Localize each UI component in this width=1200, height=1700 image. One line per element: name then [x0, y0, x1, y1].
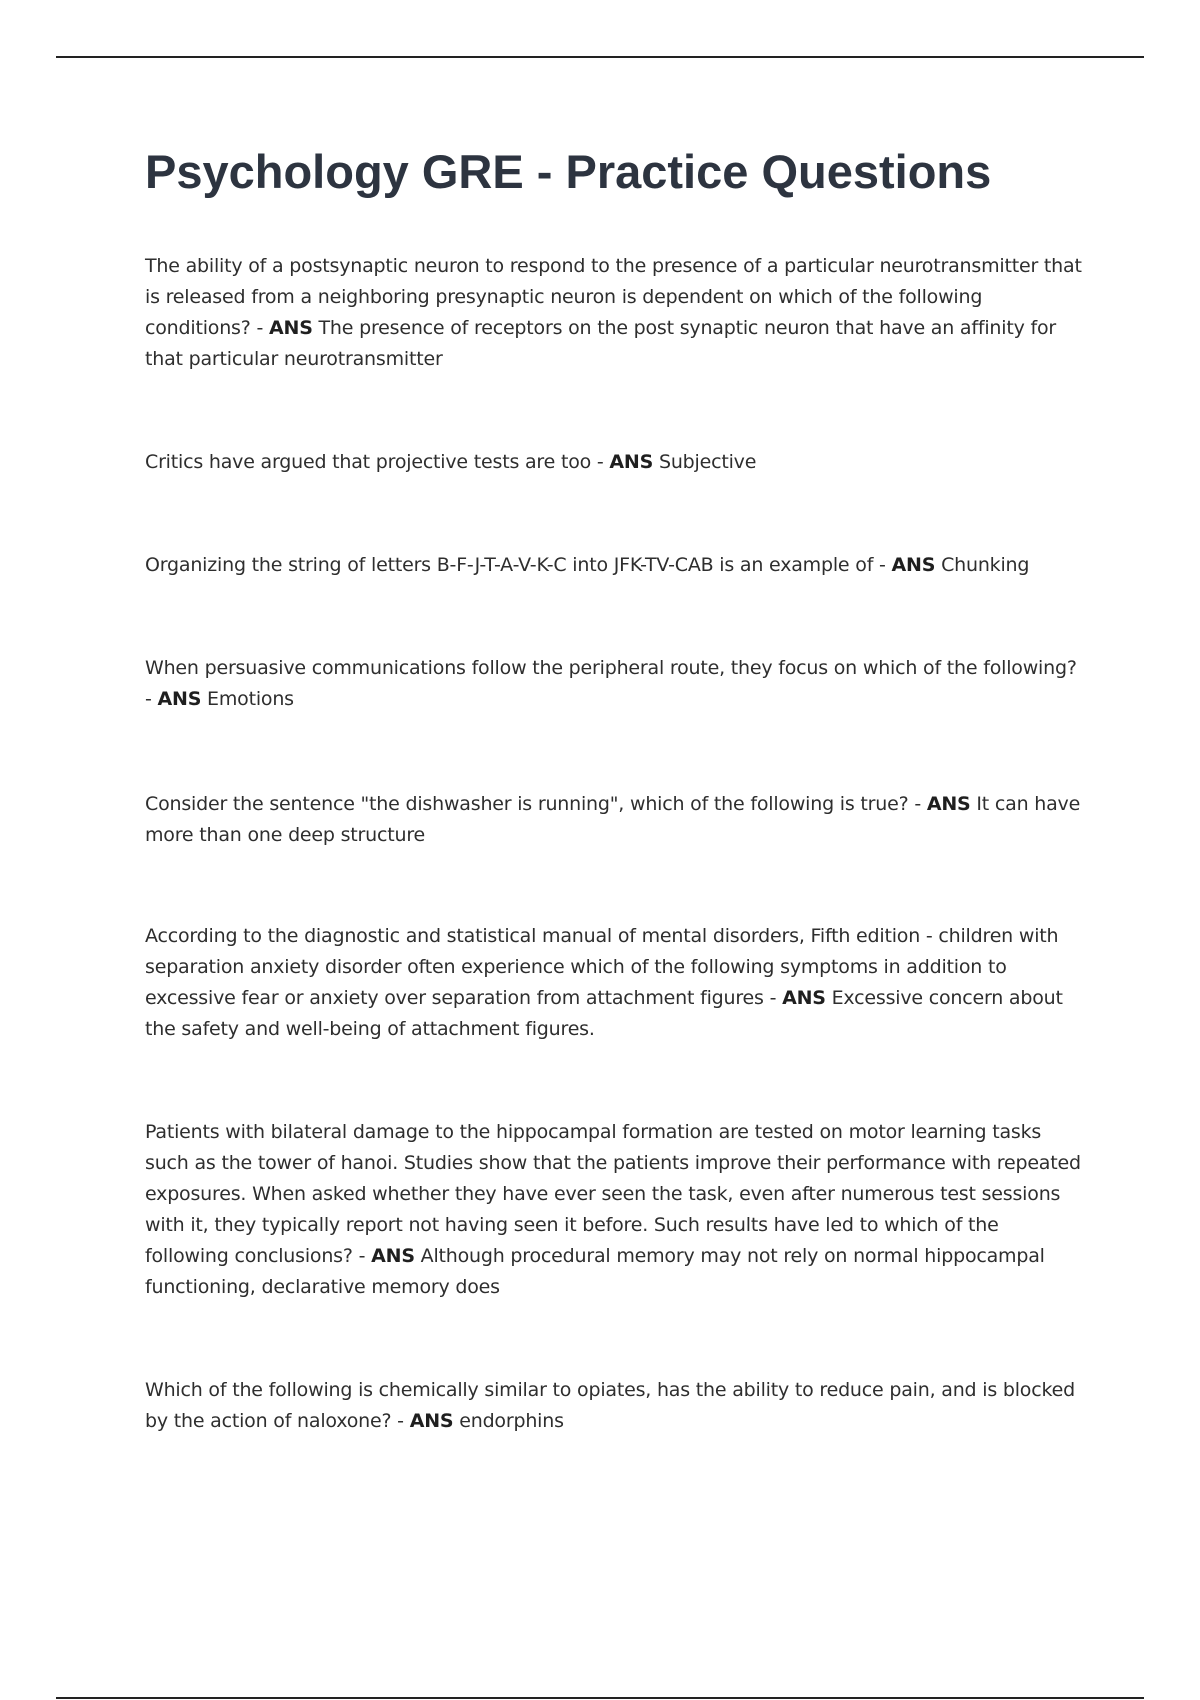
ans-label: ANS	[409, 1410, 454, 1432]
answer-text: It can have more than one deep structure	[145, 793, 1081, 846]
top-rule	[56, 56, 1144, 58]
answer-text: The presence of receptors on the post synaptic neuron that have an affinity for that particular neurotransmitter	[145, 317, 1056, 370]
qa-item-6	[145, 921, 1087, 1045]
ans-label: ANS	[371, 1245, 415, 1267]
document-title: Psychology GRE - Practice Questions	[145, 145, 992, 198]
bottom-rule	[56, 1697, 1144, 1699]
ans-label: ANS	[268, 317, 313, 339]
answer-text: endorphins	[459, 1410, 564, 1432]
qa-item-7	[145, 1117, 1087, 1303]
qa-item-4	[145, 653, 1087, 715]
question-text: Consider the sentence "the dishwasher is running", which of the following is true? -	[145, 793, 921, 815]
question-text: According to the diagnostic and statistical manual of mental disorders, Fifth edition - children with separation anxiety disorder often experience which of the following symptoms in addition to excessive fear or anxiety over separation from attachment figures -	[145, 925, 1059, 1009]
ans-label: ANS	[157, 688, 202, 710]
ans-label: ANS	[609, 451, 654, 473]
question-text: Critics have argued that projective tests are too -	[145, 451, 604, 473]
ans-label: ANS	[926, 793, 971, 815]
qa-item-1	[145, 251, 1087, 375]
question-text: The ability of a postsynaptic neuron to respond to the presence of a particular neurotransmitter that is released from a neighboring presynaptic neuron is dependent on which of the following conditions? -	[145, 255, 1082, 339]
question-text: Which of the following is chemically similar to opiates, has the ability to reduce pain, and is blocked by the action of naloxone? -	[145, 1379, 1075, 1432]
qa-item-5	[145, 789, 1087, 851]
question-text: Organizing the string of letters B-F-J-T-A-V-K-C into JFK-TV-CAB is an example of -	[145, 554, 886, 576]
ans-label: ANS	[782, 987, 826, 1009]
qa-item-2	[145, 447, 1087, 478]
ans-label: ANS	[891, 554, 936, 576]
answer-text: Although procedural memory may not rely on normal hippocampal functioning, declarative memory does	[145, 1245, 1045, 1298]
answer-text: Subjective	[658, 451, 757, 473]
answer-text: Emotions	[207, 688, 294, 710]
answer-text: Chunking	[941, 554, 1030, 576]
answer-text: Excessive concern about the safety and well-being of attachment figures.	[145, 987, 1063, 1040]
qa-item-8	[145, 1375, 1087, 1437]
qa-item-3	[145, 550, 1087, 581]
question-text: Patients with bilateral damage to the hippocampal formation are tested on motor learning tasks such as the tower of hanoi. Studies show that the patients improve their performance with repeated exposures. When asked whether they have ever seen the task, even after numerous test sessions with it, they typically report not having seen it before. Such results have led to which of the following conclusions? -	[145, 1121, 1081, 1267]
question-text: When persuasive communications follow the peripheral route, they focus on which of the following? -	[145, 657, 1077, 710]
